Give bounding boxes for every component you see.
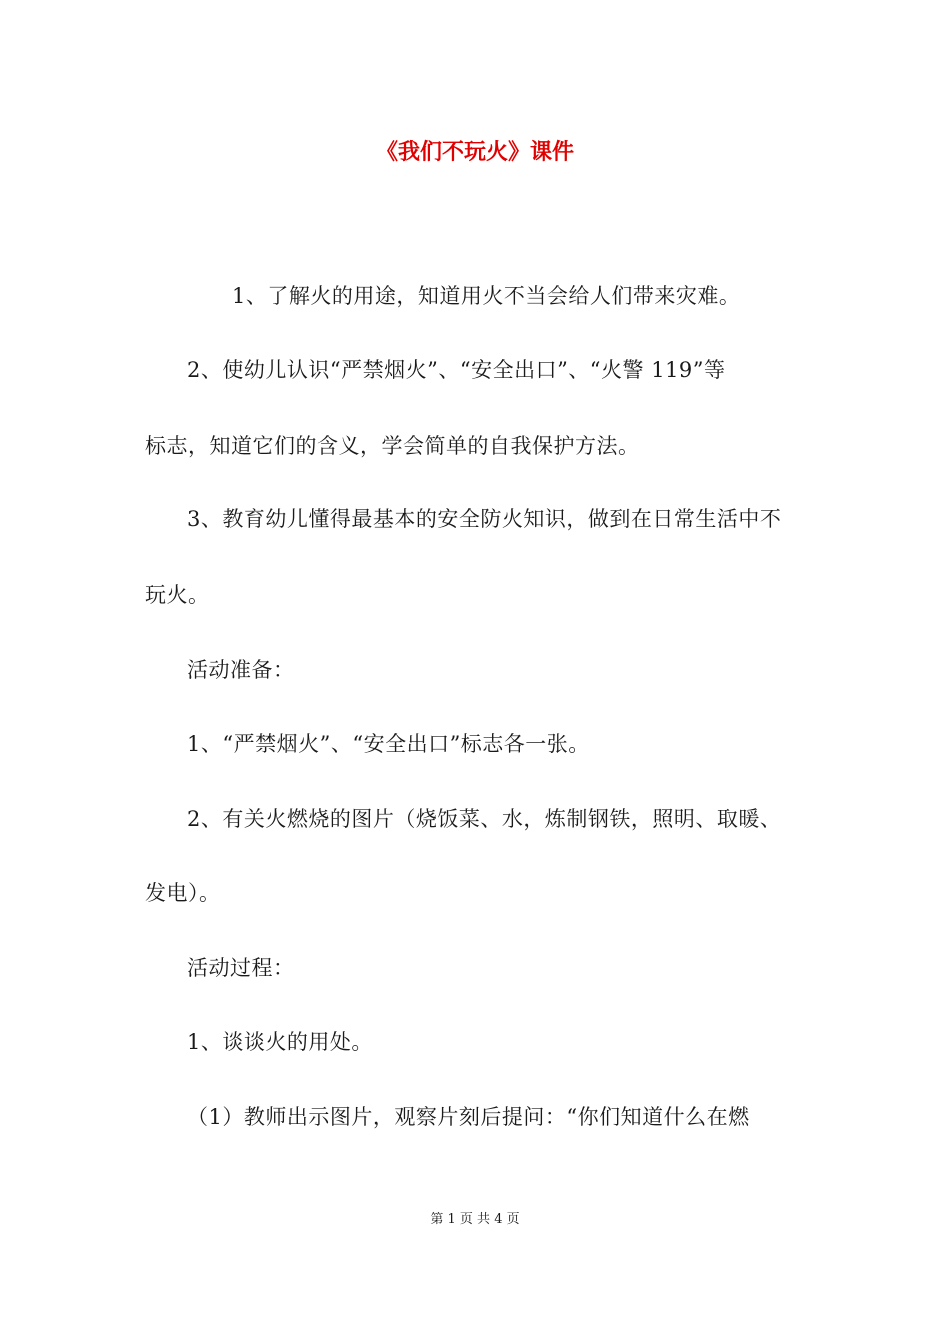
- paragraph-goal-3-line-1: 3、教育幼儿懂得最基本的安全防火知识，做到在日常生活中不: [187, 507, 782, 531]
- paragraph-goal-2-line-2: 标志，知道它们的含义，学会简单的自我保护方法。: [145, 434, 640, 458]
- paragraph-process-1-sub-1: （1）教师出示图片，观察片刻后提问：“你们知道什么在燃: [187, 1105, 750, 1129]
- document-title: 《我们不玩火》课件: [375, 139, 574, 165]
- paragraph-goal-3-line-2: 玩火。: [145, 583, 210, 607]
- page-indicator: 第 1 页 共 4 页: [430, 1212, 520, 1227]
- section-heading-process: 活动过程：: [187, 956, 295, 980]
- paragraph-goal-1: 1、了解火的用途，知道用火不当会给人们带来灾难。: [232, 284, 741, 308]
- section-heading-preparation: 活动准备：: [187, 658, 295, 682]
- paragraph-process-1: 1、谈谈火的用处。: [187, 1030, 373, 1054]
- paragraph-goal-2-line-1: 2、使幼儿认识“严禁烟火”、“安全出口”、“火警 119”等: [187, 358, 726, 382]
- paragraph-prep-2-line-1: 2、有关火燃烧的图片（烧饭菜、水，炼制钢铁，照明、取暖、: [187, 807, 782, 831]
- paragraph-prep-2-line-2: 发电）。: [145, 881, 221, 905]
- paragraph-prep-1: 1、“严禁烟火”、“安全出口”标志各一张。: [187, 732, 590, 756]
